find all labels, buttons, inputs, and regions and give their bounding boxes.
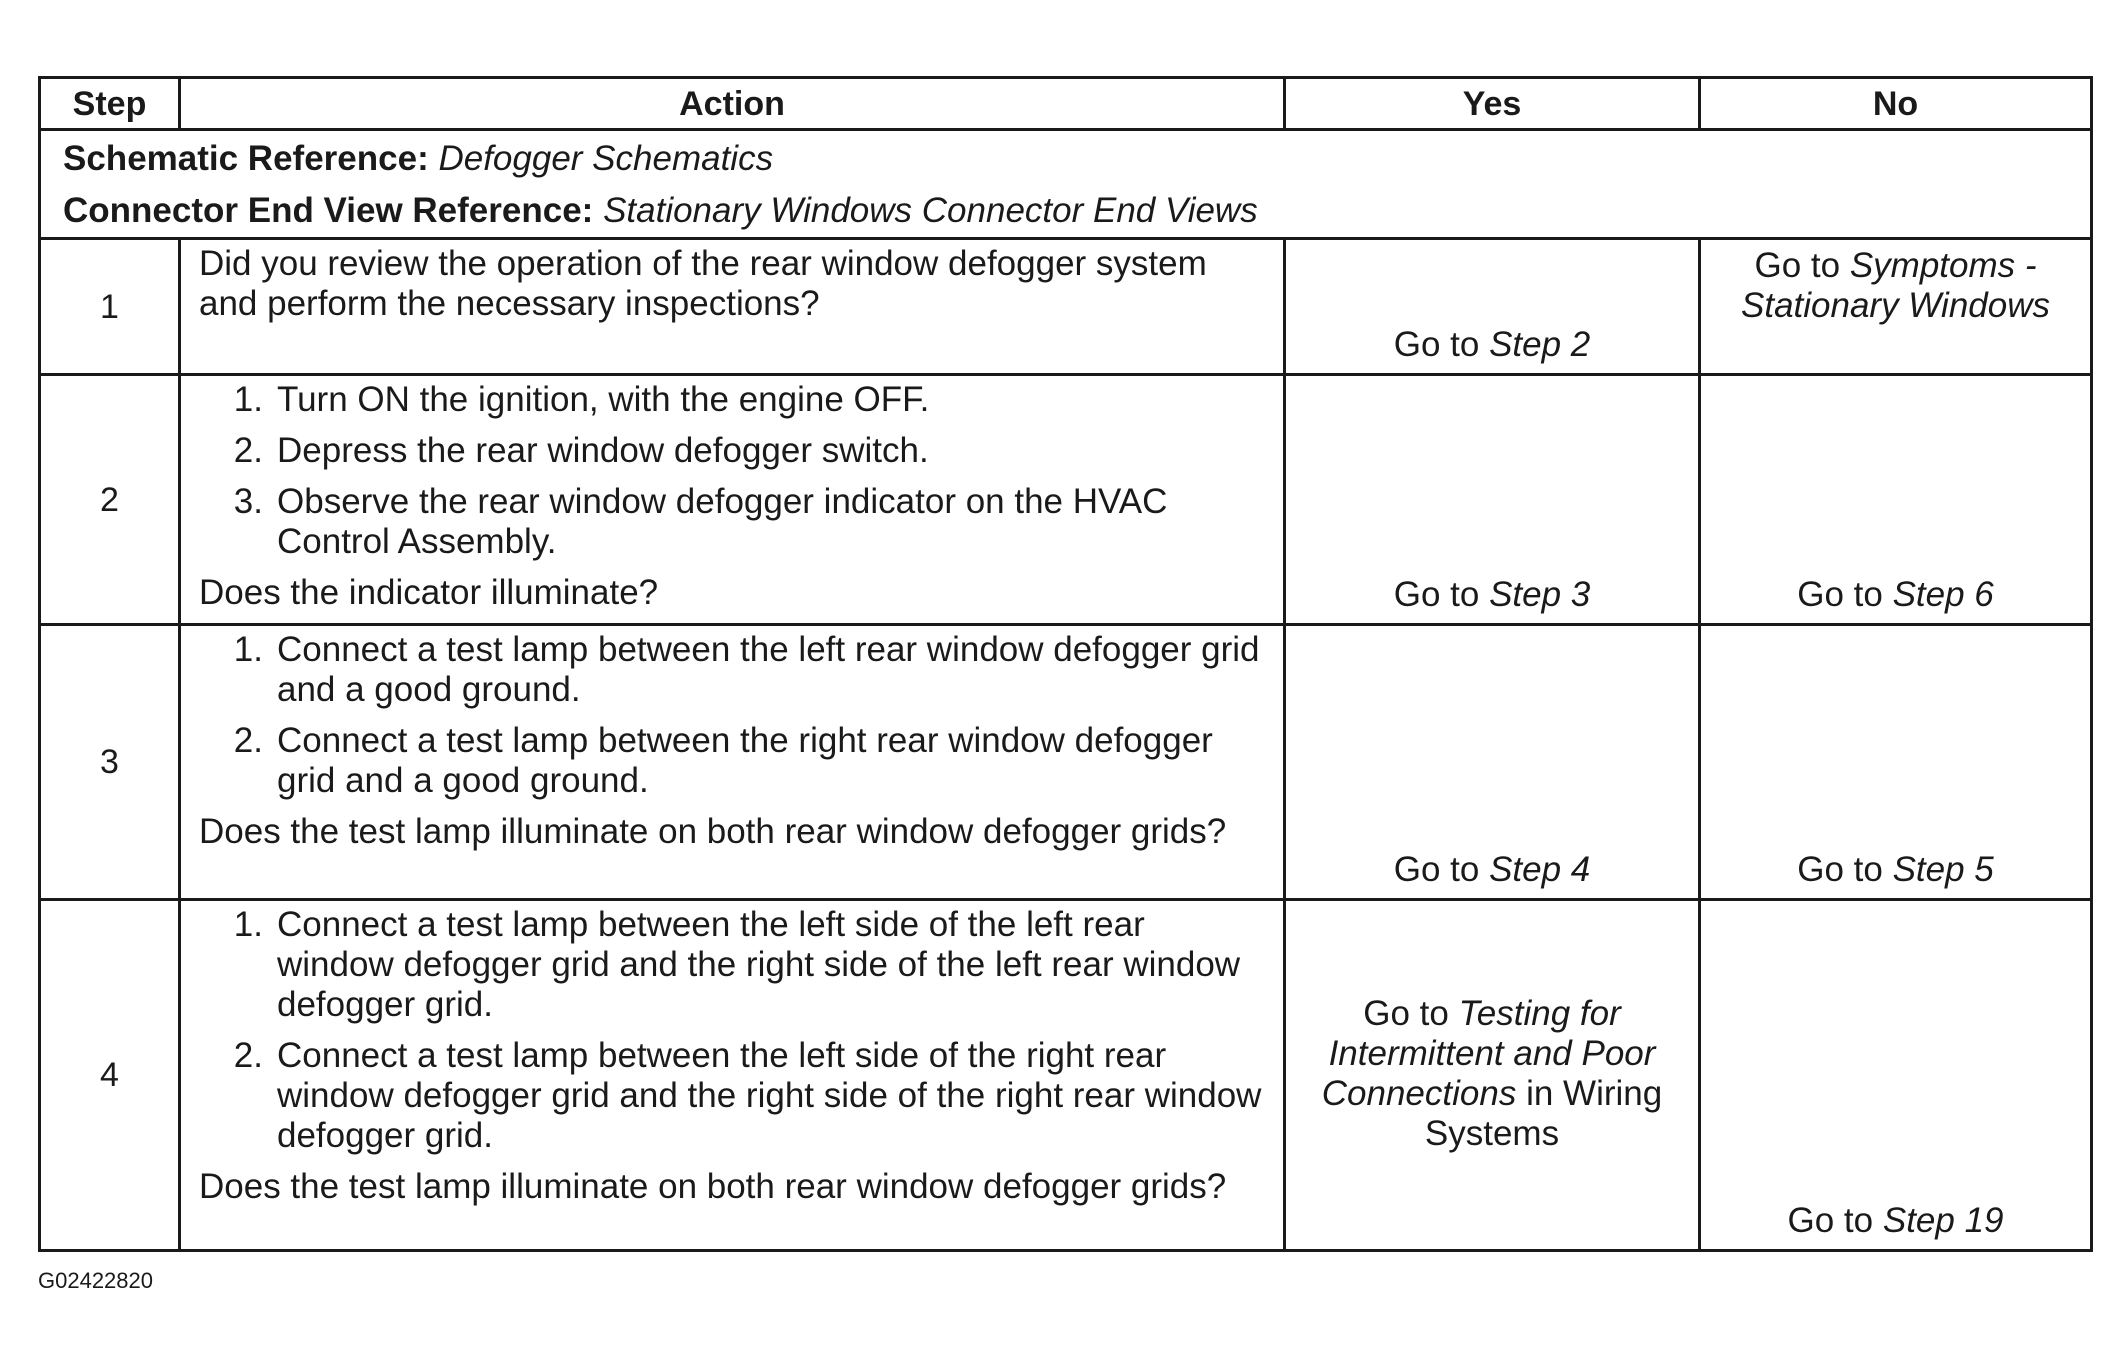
- header-step: Step: [40, 78, 180, 130]
- yes-cell: [1285, 239, 1700, 375]
- step-instructions: [199, 630, 1265, 801]
- no-cell: [1700, 239, 2092, 375]
- step-question: Does the indicator illuminate?: [199, 573, 659, 612]
- step-instructions: [199, 905, 1265, 1156]
- yes-suffix: in: [1526, 1074, 1554, 1113]
- step-action: [180, 900, 1285, 1251]
- step-question: Did you review the operation of the rear window defogger system and perform the necessary inspections?: [199, 244, 1207, 323]
- list-item: 2. Connect a test lamp between the right rear window defogger grid and a good ground.: [233, 721, 1213, 800]
- yes-link[interactable]: Step 4: [1489, 850, 1591, 889]
- connector-reference: [63, 185, 2090, 237]
- table-row: [40, 900, 2092, 1251]
- step-action: [180, 239, 1285, 375]
- table-row: [40, 375, 2092, 625]
- no-link[interactable]: Step 19: [1882, 1201, 2004, 1240]
- header-yes: Yes: [1285, 78, 1700, 130]
- header-row: [40, 78, 2092, 130]
- connector-reference-label: Connector End View Reference:: [63, 191, 594, 230]
- list-item: 2. Depress the rear window defogger switch.: [233, 431, 929, 470]
- table-row: [40, 239, 2092, 375]
- no-link[interactable]: Step 6: [1892, 575, 1994, 614]
- yes-prefix: Go to: [1393, 850, 1480, 889]
- reference-row: [40, 130, 2092, 239]
- no-cell: [1700, 375, 2092, 625]
- no-prefix: Go to: [1787, 1201, 1874, 1240]
- step-instructions: [199, 380, 1265, 562]
- step-question: Does the test lamp illuminate on both rear window defogger grids?: [199, 1167, 1227, 1206]
- figure-id: G02422820: [38, 1268, 153, 1293]
- step-action: [180, 625, 1285, 900]
- step-number: 2: [40, 375, 180, 625]
- list-item: 2. Connect a test lamp between the left side of the right rear window defogger grid and the right side of the right rear window defogger grid.: [233, 1036, 1262, 1155]
- yes-cell: [1285, 900, 1700, 1251]
- step-question: Does the test lamp illuminate on both rear window defogger grids?: [199, 812, 1227, 851]
- diagnostic-table: [38, 76, 2093, 1252]
- list-item: 3. Observe the rear window defogger indicator on the HVAC Control Assembly.: [233, 482, 1168, 561]
- reference-cell: [40, 130, 2092, 239]
- no-prefix: Go to: [1797, 575, 1883, 614]
- yes-link[interactable]: Step 3: [1489, 575, 1591, 614]
- step-number: 1: [40, 239, 180, 375]
- step-number: 3: [40, 625, 180, 900]
- list-item: 1. Connect a test lamp between the left side of the left rear window defogger grid and the right side of the left rear window defogger grid.: [233, 905, 1241, 1024]
- schematic-reference-link[interactable]: Defogger Schematics: [438, 139, 774, 178]
- table-row: [40, 625, 2092, 900]
- schematic-reference-label: Schematic Reference:: [63, 139, 429, 178]
- yes-prefix: Go to: [1393, 575, 1480, 614]
- no-prefix: Go to: [1797, 850, 1883, 889]
- schematic-reference: [63, 133, 2090, 185]
- no-cell: [1700, 900, 2092, 1251]
- list-item: 1. Connect a test lamp between the left rear window defogger grid and a good ground.: [233, 630, 1260, 709]
- header-no: No: [1700, 78, 2092, 130]
- yes-prefix: Go to: [1393, 325, 1480, 364]
- yes-prefix: Go to: [1363, 994, 1449, 1033]
- yes-cell: [1285, 625, 1700, 900]
- header-action: Action: [180, 78, 1285, 130]
- no-link[interactable]: Symptoms - Stationary Windows: [1741, 246, 2050, 325]
- step-number: 4: [40, 900, 180, 1251]
- no-prefix: Go to: [1754, 246, 1841, 285]
- yes-tail: Wiring Systems: [1424, 1074, 1663, 1153]
- no-cell: [1700, 625, 2092, 900]
- yes-link[interactable]: Step 2: [1489, 325, 1591, 364]
- yes-cell: [1285, 375, 1700, 625]
- list-item: 1. Turn ON the ignition, with the engine OFF.: [233, 380, 930, 419]
- step-action: [180, 375, 1285, 625]
- connector-reference-link[interactable]: Stationary Windows Connector End Views: [603, 191, 1258, 230]
- yes-link[interactable]: Testing for Intermittent and Poor Connections: [1321, 994, 1656, 1113]
- no-link[interactable]: Step 5: [1892, 850, 1994, 889]
